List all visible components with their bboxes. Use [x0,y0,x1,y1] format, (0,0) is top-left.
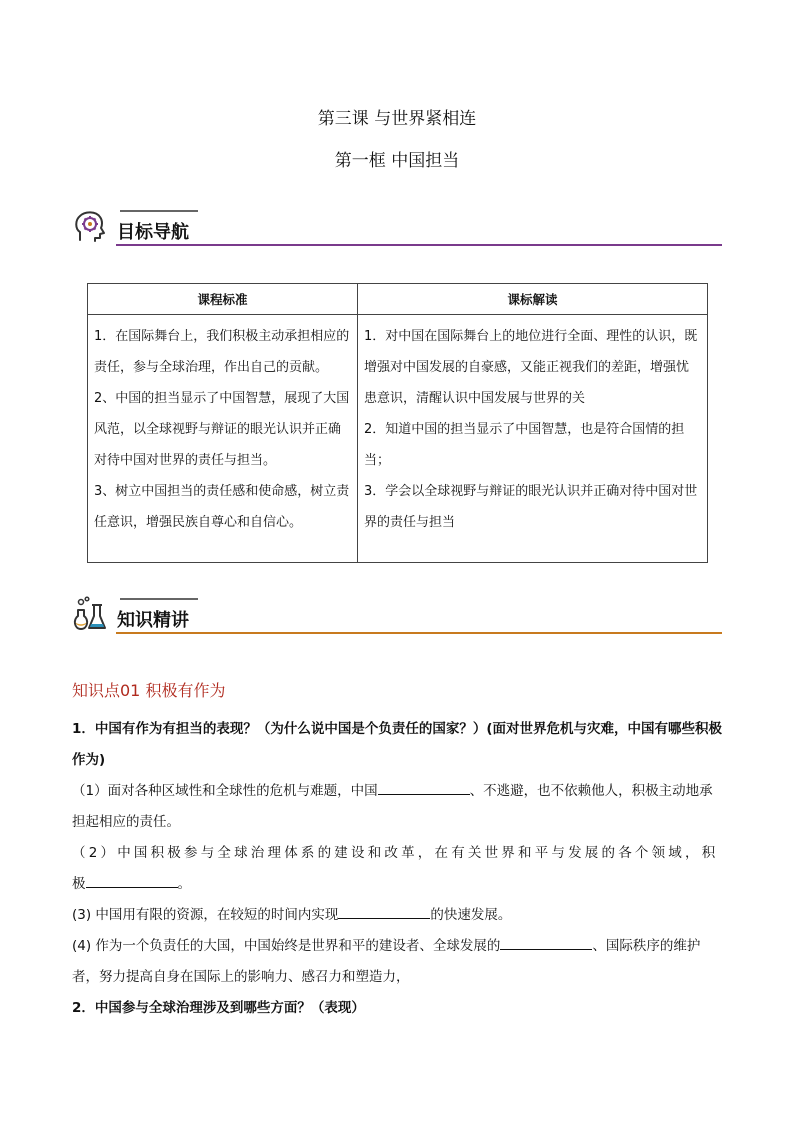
item-text: 。 [177,876,191,892]
answer-item-1 [72,776,724,838]
interpretation-paragraph: 3．学会以全球视野与辩证的眼光认识并正确对待中国对世界的责任与担当 [364,484,698,530]
item-text: (4) 作为一个负责任的大国，中国始终是世界和平的建设者、全球发展的 [72,938,501,954]
item-text: (3) 中国用有限的资源，在较短的时间内实现 [72,907,339,923]
section-goal-underline [116,244,722,246]
question-1: 1．中国有作为有担当的表现？（为什么说中国是个负责任的国家？）(面对世界危机与灾难，中国有哪些积极作为) [72,721,723,768]
brain-gear-icon [72,208,108,244]
fill-blank[interactable] [378,778,470,795]
section-knowledge-label: 知识精讲 [117,610,189,631]
interpretation-cell [358,315,708,563]
page-title: 第三课 与世界紧相连 [317,109,477,129]
section-knowledge-header [72,596,722,636]
section-goal-header [72,208,722,248]
knowledge-point-title: 知识点01 积极有作为 [72,681,226,700]
answer-item-3 [72,900,724,931]
section-knowledge-underline [116,632,722,634]
flask-icon [72,596,108,632]
fill-blank[interactable] [338,902,430,919]
item-text: 极 [72,876,86,892]
page-subtitle: 第一框 中国担当 [334,151,460,171]
item-text: 、国际秩序的维护者，努力提高自身在国际上的影响力、感召力和塑造力， [72,938,701,985]
answer-item-4 [72,931,724,993]
table-header-interpretation: 课标解读 [358,284,708,315]
header-decoration [120,210,198,212]
item-text: （1）面对各种区域性和全球性的危机与难题，中国 [72,783,378,799]
table-row [88,315,708,563]
item-text: 的快速发展。 [430,907,512,923]
standard-paragraph: 2、中国的担当显示了中国智慧，展现了大国风范，以全球视野与辩证的眼光认识并正确对待中国对世界的责任与担当。 [94,391,350,468]
answer-item-2-line2 [72,869,724,900]
answer-item-2-line1: （2）中国积极参与全球治理体系的建设和改革，在有关世界和平与发展的各个领域，积 [72,845,719,861]
standard-paragraph: 3、树立中国担当的责任感和使命感，树立责任意识，增强民族自尊心和自信心。 [94,484,350,530]
header-decoration [120,598,198,600]
section-goal-label: 目标导航 [117,222,189,243]
table-header-standard: 课程标准 [88,284,358,315]
standards-table [87,283,708,563]
fill-blank[interactable] [500,933,592,950]
interpretation-paragraph: 1．对中国在国际舞台上的地位进行全面、理性的认识，既增强对中国发展的自豪感，又能正视我们的差距，增强忧患意识，清醒认识中国发展与世界的关 [364,329,698,406]
knowledge-content [72,714,724,1024]
fill-blank[interactable] [86,871,178,888]
interpretation-paragraph: 2．知道中国的担当显示了中国智慧，也是符合国情的担当； [364,422,685,468]
item-text: 、不逃避，也不依赖他人，积极主动地承担起相应的责任。 [72,783,713,830]
question-2: 2．中国参与全球治理涉及到哪些方面？（表现） [72,1000,365,1016]
standard-cell [88,315,358,563]
table-header-row [88,284,708,315]
standard-paragraph: 1．在国际舞台上，我们积极主动承担相应的责任，参与全球治理，作出自己的贡献。 [94,329,350,375]
